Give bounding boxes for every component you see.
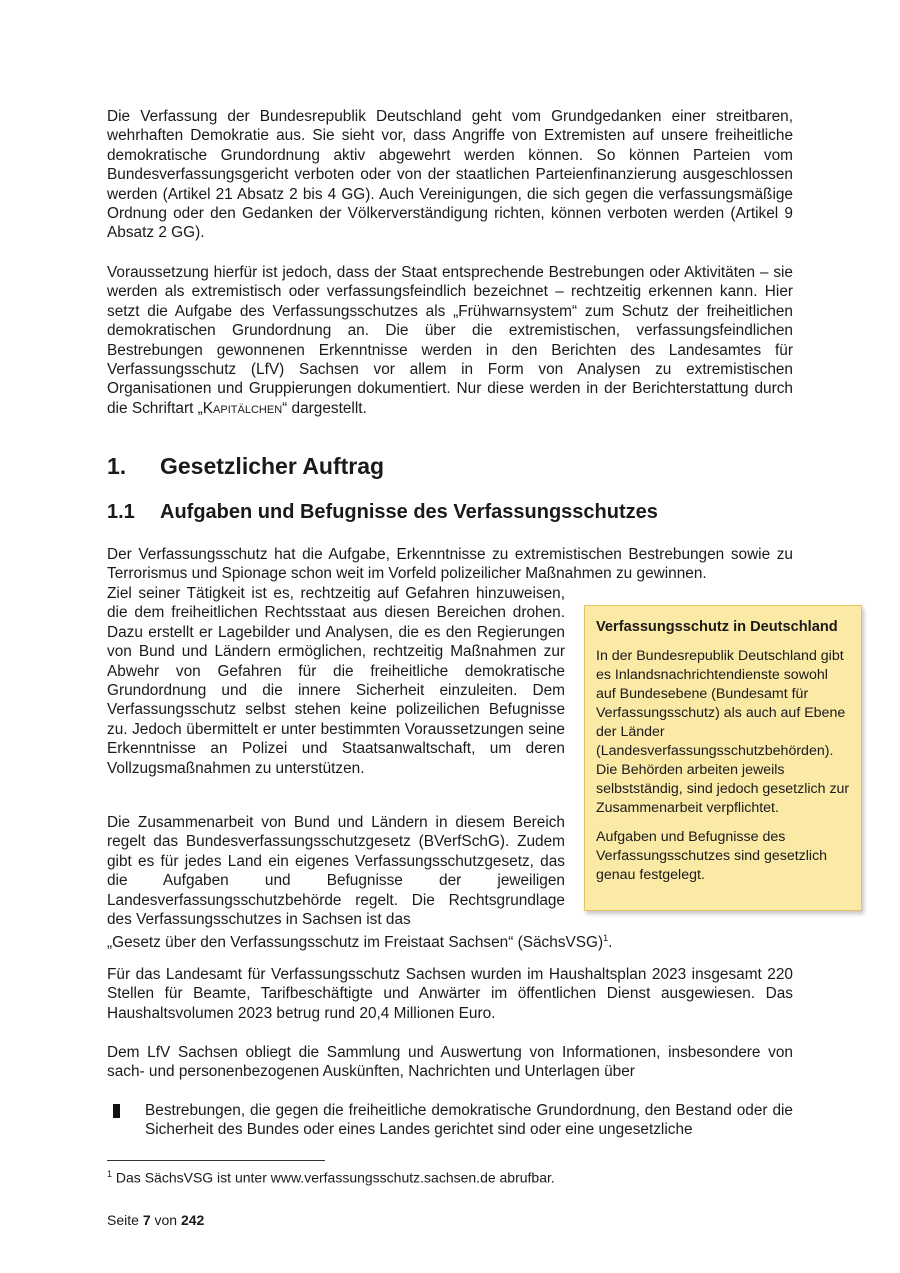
info-box-title: Verfassungsschutz in Deutschland	[596, 619, 838, 635]
page-number-prefix: Seite	[107, 1212, 143, 1228]
info-box-paragraph: In der Bundesrepublik Deutschland gibt es Inlandsnachrichtendienste sowohl auf Bundesebene (Bundesamt für Verfassungsschutz) als auch auf Ebene der Länder (Landesverfassungsschutzbehörden). Die Behörden arbeiten jeweils selbstständig, sind jedoch gesetzlich zur Zusammenarbeit verpflichtet.	[596, 648, 850, 816]
cooperation-paragraph: Die Zusammenarbeit von Bund und Ländern in diesem Bereich regelt das Bundesverfassungsschutzgesetz (BVerfSchG). Zudem gibt es für jedes Land ein eigenes Verfassungsschutzgesetz, das die Aufgaben und Befugnisse der jeweiligen Landesverfassungsschutzbehörde regelt. Die Rechtsgrundlage des Verfassungsschutzes in Sachsen ist das	[107, 814, 565, 929]
bullet-marker-icon	[113, 1104, 120, 1118]
budget-paragraph: Für das Landesamt für Verfassungsschutz Sachsen wurden im Haushaltsplan 2023 insgesamt 220 Stellen für Beamte, Tarifbeschäftigte und Anwärter im öffentlichen Dienst ausgewiesen. Das Haushaltsvolumen 2023 betrug rund 20,4 Millionen Euro.	[107, 966, 793, 1022]
subsection-title: Aufgaben und Befugnisse des Verfassungsschutzes	[160, 501, 658, 523]
info-box	[584, 605, 862, 911]
legal-basis-line	[107, 929, 793, 953]
footnote-number: 1	[107, 1169, 113, 1179]
smallcaps-term: Kapitälchen	[202, 399, 283, 417]
footnote-separator	[107, 1160, 325, 1161]
info-box-paragraph: Aufgaben und Befugnisse des Verfassungsschutzes sind gesetzlich genau festgelegt.	[596, 829, 828, 883]
list-item-text: Bestrebungen, die gegen die freiheitliche demokratische Grundordnung, den Bestand oder die Sicherheit des Bundes oder eines Landes gerichtet sind oder eine ungesetzliche	[145, 1102, 793, 1139]
page-number-total: 242	[180, 1212, 205, 1228]
footnote-text: Das SächsVSG ist unter www.verfassungsschutz.sachsen.de abrufbar.	[112, 1169, 555, 1186]
early-warning-text: Voraussetzung hierfür ist jedoch, dass der Staat entsprechende Bestrebungen oder Aktivitäten – sie werden als extremistisch oder verfassungsfeindlich bezeichnet – rechtzeitig erkennen kann. Hier setzt die Aufgabe des Verfassungsschutzes als „Frühwarnsystem“ zum Schutz der freiheitlichen demokratischen Grundordnung an. Die über die extremistischen, verfassungsfeindlichen Bestrebungen gewonnenen Erkenntnisse werden in den Berichten des Landesamtes für Verfassungsschutz (LfV) Sachsen vor allem in Form von Analysen zu extremistischen Organisationen und Gruppierungen dokumentiert. Nur diese werden in der Berichterstattung durch die Schriftart „	[107, 264, 793, 417]
page-number	[107, 1212, 204, 1228]
law-name: „Gesetz über den Verfassungsschutz im Freistaat Sachsen“ (SächsVSG)	[107, 934, 604, 952]
subsection-number: 1.1	[107, 501, 135, 523]
footnote	[107, 1169, 555, 1186]
page-number-current: 7	[142, 1212, 151, 1228]
early-warning-end: “ dargestellt.	[282, 399, 367, 417]
mandate-paragraph: Dem LfV Sachsen obliegt die Sammlung und Auswertung von Informationen, insbesondere von sach- und personenbezogenen Auskünften, Nachrichten und Unterlagen über	[107, 1044, 793, 1081]
list-item	[107, 1101, 793, 1140]
page-number-middle: von	[150, 1212, 181, 1228]
section-title: Gesetzlicher Auftrag	[160, 453, 385, 479]
legal-basis-end: .	[608, 934, 613, 952]
section-heading	[107, 453, 384, 480]
subsection-heading	[107, 501, 658, 524]
footnote-reference[interactable]: 1	[603, 933, 609, 943]
early-warning-paragraph	[107, 263, 793, 418]
section-number: 1.	[107, 453, 127, 479]
tasks-intro-paragraph: Der Verfassungsschutz hat die Aufgabe, Erkenntnisse zu extremistischen Bestrebungen sowie zu Terrorismus und Spionage schon weit im Vorfeld polizeilicher Maßnahmen zu gewinnen.	[107, 546, 793, 583]
tasks-detail-paragraph: Ziel seiner Tätigkeit ist es, rechtzeitig auf Gefahren hinzuweisen, die dem freiheitlichen Rechtsstaat aus diesen Bereichen drohen. Dazu erstellt er Lagebilder und Analysen, die es den Regierungen von Bund und Ländern ermöglichen, rechtzeitig Maßnahmen zur Abwehr von Gefahren für die freiheitliche demokratische Grundordnung und die innere Sicherheit einzuleiten. Dem Verfassungsschutz selbst stehen keine polizeilichen Befugnisse zu. Jedoch übermittelt er unter bestimmten Voraussetzungen seine Erkenntnisse an Polizei und Staatsanwaltschaft, um deren Vollzugsmaßnahmen zu unterstützen.	[107, 585, 565, 777]
intro-paragraph: Die Verfassung der Bundesrepublik Deutschland geht vom Grundgedanken einer streitbaren, wehrhaften Demokratie aus. Sie sieht vor, dass Angriffe von Extremisten auf unsere freiheitliche demokratische Grundordnung aktiv abgewehrt werden können. So können Parteien vom Bundesverfassungsgericht verboten oder von der staatlichen Parteienfinanzierung ausgeschlossen werden (Artikel 21 Absatz 2 bis 4 GG). Auch Vereinigungen, die sich gegen die verfassungsmäßige Ordnung oder den Gedanken der Völkerverständigung richten, können verboten werden (Artikel 9 Absatz 2 GG).	[107, 108, 793, 242]
